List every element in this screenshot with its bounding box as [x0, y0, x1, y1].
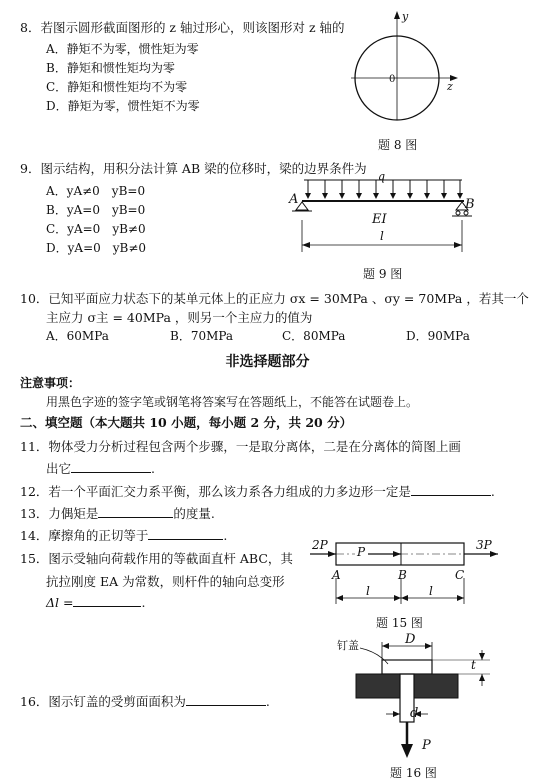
q9-option-c: C．yA=0 yB≠0 — [46, 222, 146, 236]
q9-label-a: A — [289, 192, 299, 207]
q12-row — [20, 482, 495, 500]
q14-end: . — [223, 528, 228, 543]
q9-caption: 题 9 图 — [363, 267, 403, 281]
q11-line2-row — [46, 459, 155, 477]
q8-option-d: D．静矩为零，惯性矩不为零 — [46, 99, 200, 113]
q16-end: . — [265, 694, 270, 709]
q11-answer-blank[interactable] — [71, 460, 151, 473]
nail-cap — [382, 660, 432, 674]
q13-end: 的度量. — [173, 506, 215, 521]
q15-line3: Δl = — [46, 595, 74, 610]
q16-text: 16．图示钉盖的受剪面面积为 — [20, 694, 186, 709]
q8-stem: 8．若图示圆形截面图形的 z 轴过形心，则该图形对 z 轴的 — [20, 20, 345, 35]
q15-label-l2: l — [429, 584, 433, 598]
q8-caption: 题 8 图 — [378, 138, 418, 152]
q13-text: 13．力偶矩是 — [20, 506, 99, 521]
q15-line2: 抗拉刚度 EA 为常数，则杆件的轴向总变形 — [46, 574, 285, 589]
q9-option-d: D．yA=0 yB≠0 — [46, 241, 147, 255]
q15-label-a: A — [332, 568, 341, 582]
q9-option-b: B．yA=0 yB=0 — [46, 203, 146, 217]
q13-answer-blank[interactable] — [98, 505, 173, 518]
q9-label-b: B — [465, 197, 475, 212]
q10-line2: 主应力 σ主 = 40MPa ，则另一个主应力的值为 — [46, 310, 313, 325]
q15-label-c: C — [455, 568, 465, 582]
q9-label-l: l — [380, 229, 384, 243]
q8-axis-y-label: y — [402, 10, 409, 23]
q9-stem: 9．图示结构，用积分法计算 AB 梁的位移时，梁的边界条件为 — [20, 161, 367, 176]
q11-line2: 出它 — [46, 461, 72, 476]
notice-title: 注意事项： — [20, 376, 81, 390]
q15-label-p: P — [357, 545, 366, 559]
q16-label-p: P — [422, 738, 431, 753]
q8-axis-z-label: z — [447, 80, 453, 93]
q9-option-a: A．yA≠0 yB=0 — [46, 184, 146, 198]
q15-label-b: B — [398, 568, 407, 582]
q15-answer-blank[interactable] — [73, 594, 141, 607]
q16-label-cap: 钉盖 — [337, 639, 359, 652]
q15-label-2p: 2P — [312, 538, 328, 552]
part2-title: 二、填空题（本大题共 10 小题，每小题 2 分，共 20 分） — [20, 415, 353, 430]
q12-text: 12．若一个平面汇交力系平衡，那么该力系各力组成的力多边形一定是 — [20, 484, 411, 499]
q11-line1: 11．物体受力分析过程包含两个步骤，一是取分离体，二是在分离体的简图上画 — [20, 439, 461, 454]
q16-label-t: t — [471, 658, 476, 672]
q15-line3-row — [46, 594, 145, 610]
plate-left — [356, 674, 400, 698]
q15-label-l1: l — [366, 584, 370, 598]
q10-option-b: B．70MPa — [170, 329, 234, 343]
q8-option-a: A．静矩不为零，惯性矩为零 — [46, 42, 199, 56]
section-title: 非选择题部分 — [225, 354, 310, 370]
notice-body: 用黑色字迹的签字笔或钢笔将答案写在答题纸上，不能答在试题卷上。 — [46, 395, 419, 409]
q8-origin-label: 0 — [389, 74, 396, 85]
q14-text: 14．摩擦角的正切等于 — [20, 528, 149, 543]
q12-answer-blank[interactable] — [411, 483, 491, 496]
q12-end: . — [490, 484, 495, 499]
q10-option-a: A．60MPa — [46, 329, 109, 343]
q13-row — [20, 504, 215, 522]
q10-option-c: C．80MPa — [282, 329, 346, 343]
plate-right — [414, 674, 458, 698]
q16-row — [20, 692, 270, 710]
q9-label-q: q — [378, 170, 386, 183]
q10-line1: 10．已知平面应力状态下的某单元体上的正应力 σx = 30MPa 、σy = 70MPa ，若其一个 — [20, 291, 529, 306]
q15-end: . — [141, 595, 146, 610]
q8-option-b: B．静矩和惯性矩均为零 — [46, 61, 175, 75]
q15-label-3p: 3P — [476, 538, 492, 552]
q11-end: . — [151, 461, 155, 476]
q16-answer-blank[interactable] — [186, 693, 266, 706]
q8-figure — [345, 8, 465, 123]
q16-label-d: d — [410, 706, 419, 721]
q16-figure — [330, 634, 500, 764]
q10-option-d: D．90MPa — [406, 329, 470, 343]
q15-caption: 题 15 图 — [376, 616, 423, 630]
q8-option-c: C．静矩和惯性矩均不为零 — [46, 80, 188, 94]
q15-line1: 15．图示受轴向荷载作用的等截面直杆 ABC，其 — [20, 551, 293, 566]
q16-label-d-cap: D — [405, 632, 416, 647]
q14-answer-blank[interactable] — [148, 527, 223, 540]
q9-label-ei: EI — [372, 212, 387, 227]
q16-caption: 题 16 图 — [390, 766, 437, 780]
q14-row — [20, 526, 227, 544]
